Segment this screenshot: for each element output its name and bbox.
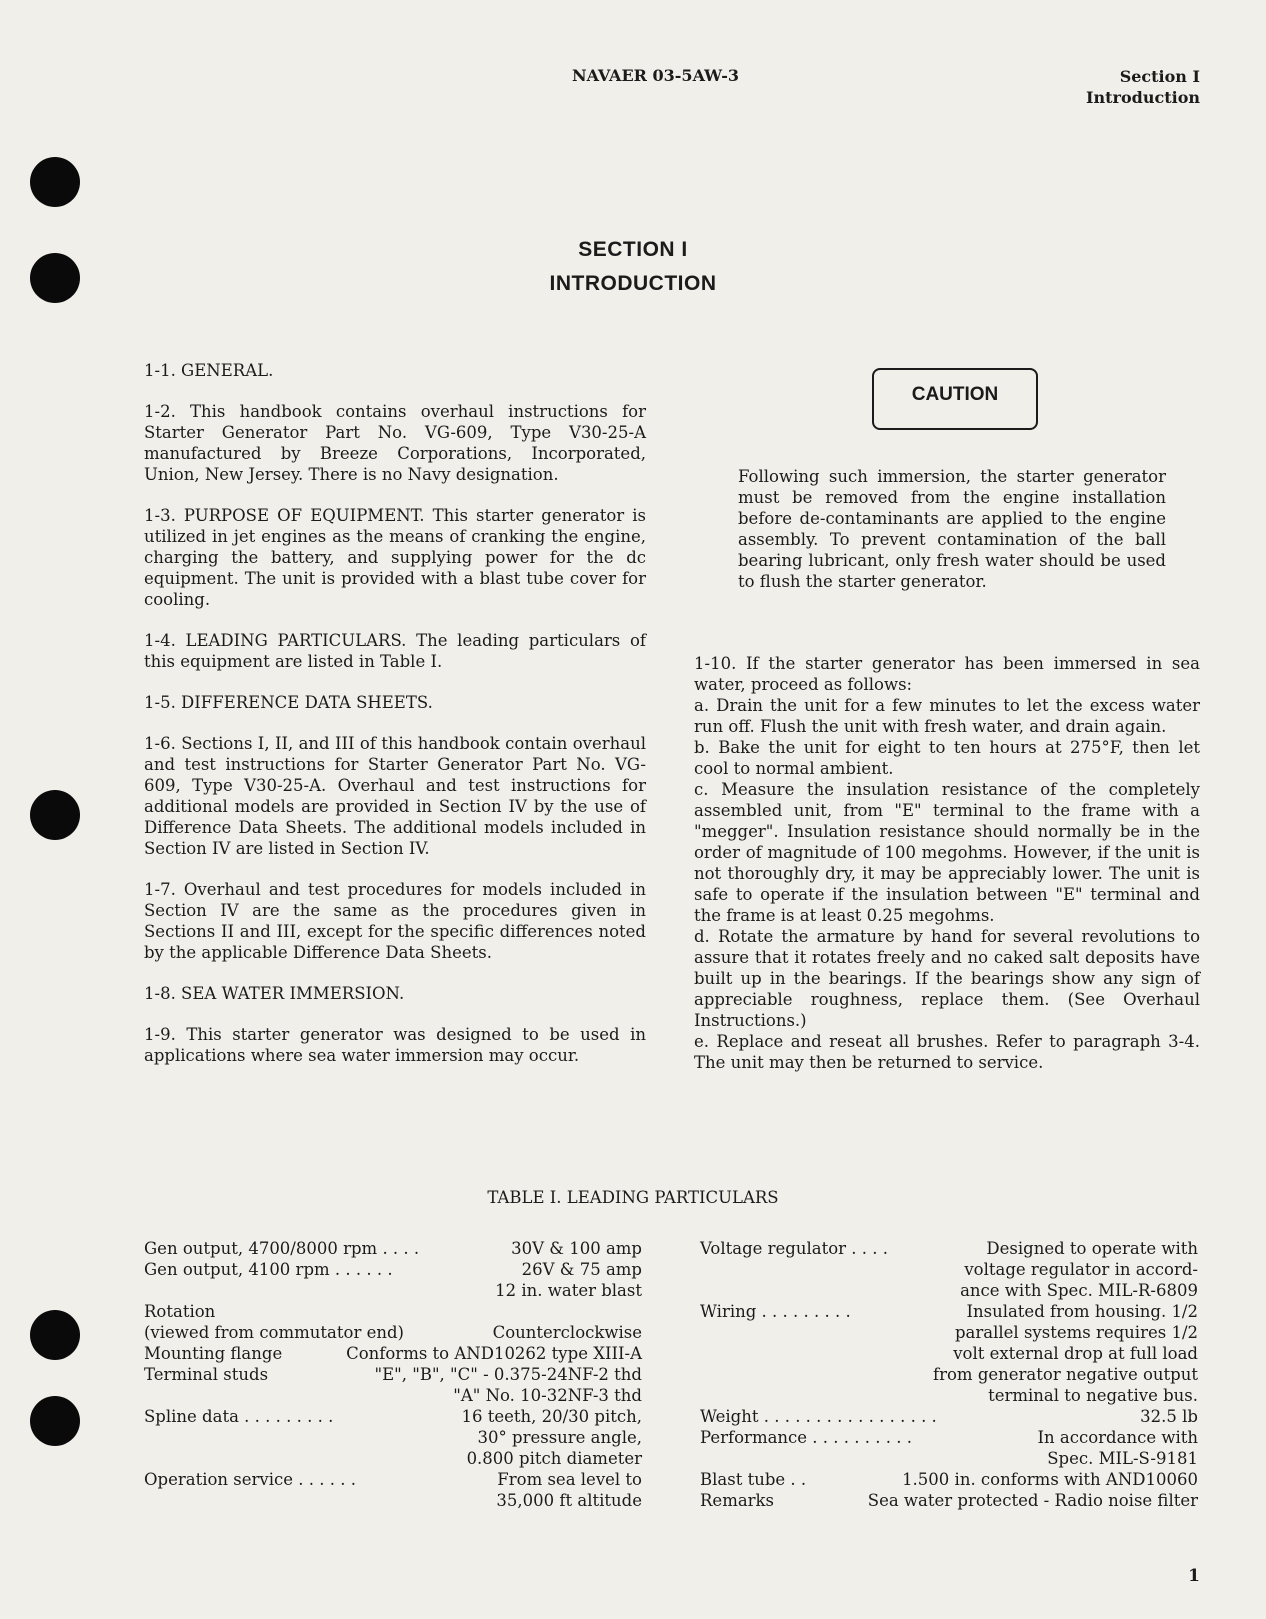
binder-hole <box>30 790 80 840</box>
table-label: Blast tube . . <box>700 1470 807 1489</box>
section-title: SECTION I <box>578 238 688 261</box>
table-row <box>144 1238 642 1259</box>
paragraph-1-2: 1-2. This handbook contains overhaul instructions for Starter Generator Part No. VG-609, Type V30-25-A manufactured by Breeze Corporations, Incorporated, Union, New Jersey. There is no Navy designation. <box>144 402 646 484</box>
table-value: voltage regulator in accord- <box>964 1260 1198 1279</box>
binder-hole <box>30 157 80 207</box>
section-label-line2: Introduction <box>1086 88 1200 107</box>
table-row <box>700 1490 1198 1511</box>
caution-text: Following such immersion, the starter generator must be removed from the engine installation before de-contaminants are applied to the engine assembly. To prevent contamination of the ball bearing lubricant, only fresh water should be used to flush the starter generator. <box>738 467 1166 591</box>
table-value: Conforms to AND10262 type XIII-A <box>346 1344 642 1363</box>
doc-number: NAVAER 03-5AW-3 <box>572 66 740 85</box>
table-row <box>144 1385 642 1406</box>
step-d: d. Rotate the armature by hand for several revolutions to assure that it rotates freely and no caked salt deposits have built up in the bearings. If the bearings show any sign of appreciable roughness, replace them. (See Overhaul Instructions.) <box>694 927 1200 1030</box>
paragraph-1-5: 1-5. DIFFERENCE DATA SHEETS. <box>144 693 433 712</box>
table-label: (viewed from commutator end) <box>144 1323 404 1342</box>
table-value: Insulated from housing. 1/2 <box>966 1302 1198 1321</box>
table-value: parallel systems requires 1/2 <box>954 1323 1198 1342</box>
paragraph-1-6: 1-6. Sections I, II, and III of this handbook contain overhaul and test instructions for Starter Generator Part No. VG-609, Type V30-25-A. Overhaul and test instructions for additional models are provided in Section IV by the use of Difference Data Sheets. The additional models included in Section IV are listed in Section IV. <box>144 734 646 858</box>
table-value: 35,000 ft altitude <box>496 1491 642 1510</box>
table-value: "E", "B", "C" - 0.375-24NF-2 thd <box>374 1365 642 1384</box>
table-row <box>144 1280 642 1301</box>
table-row <box>144 1469 642 1490</box>
table-row <box>700 1364 1198 1385</box>
table-value: volt external drop at full load <box>953 1344 1198 1363</box>
step-e: e. Replace and reseat all brushes. Refer to paragraph 3-4. The unit may then be returned to service. <box>694 1032 1200 1072</box>
table-row <box>700 1259 1198 1280</box>
table-value: Designed to operate with <box>986 1239 1198 1258</box>
paragraph-1-4: 1-4. LEADING PARTICULARS. The leading particulars of this equipment are listed in Table I. <box>144 631 646 671</box>
caution-box <box>872 368 1038 430</box>
table-value: In accordance with <box>1037 1428 1198 1447</box>
table-value: Spec. MIL-S-9181 <box>1047 1449 1198 1468</box>
table-row <box>700 1280 1198 1301</box>
table-label: Terminal studs <box>144 1365 269 1384</box>
table-value: from generator negative output <box>933 1365 1198 1384</box>
table-value: "A" No. 10-32NF-3 thd <box>453 1386 642 1405</box>
section-label-line1: Section I <box>1119 67 1200 86</box>
table-row <box>700 1322 1198 1343</box>
table-value: Sea water protected - Radio noise filter <box>867 1491 1198 1510</box>
table-row <box>700 1406 1198 1427</box>
table-row <box>144 1322 642 1343</box>
paragraph-1-3: 1-3. PURPOSE OF EQUIPMENT. This starter generator is utilized in jet engines as the means of cranking the engine, charging the battery, and supplying power for the dc equipment. The unit is provided with a blast tube cover for cooling. <box>144 506 646 609</box>
step-a: a. Drain the unit for a few minutes to let the excess water run off. Flush the unit with fresh water, and drain again. <box>694 696 1200 736</box>
table-value: 12 in. water blast <box>495 1281 642 1300</box>
binder-hole <box>30 1310 80 1360</box>
table-row <box>144 1490 642 1511</box>
section-subtitle: INTRODUCTION <box>549 272 717 295</box>
table-label: Gen output, 4100 rpm . . . . . . <box>144 1260 393 1279</box>
table-value: 30V & 100 amp <box>511 1239 642 1258</box>
table-label: Rotation <box>144 1302 216 1321</box>
table-row <box>144 1259 642 1280</box>
paragraph-1-9: 1-9. This starter generator was designed to be used in applications where sea water immersion may occur. <box>144 1025 646 1065</box>
table-value: From sea level to <box>497 1470 642 1489</box>
table-label: Gen output, 4700/8000 rpm . . . . <box>144 1239 420 1258</box>
table-row <box>144 1364 642 1385</box>
table-value: ance with Spec. MIL-R-6809 <box>960 1281 1198 1300</box>
paragraph-1-10: 1-10. If the starter generator has been immersed in sea water, proceed as follows: <box>694 654 1200 694</box>
table-value: 26V & 75 amp <box>521 1260 642 1279</box>
binder-hole <box>30 1396 80 1446</box>
table-row <box>144 1427 642 1448</box>
table-row <box>700 1427 1198 1448</box>
table-value: 16 teeth, 20/30 pitch, <box>461 1407 642 1426</box>
paragraph-1-1: 1-1. GENERAL. <box>144 361 274 380</box>
caution-label: CAUTION <box>911 384 999 405</box>
table-value: 0.800 pitch diameter <box>466 1449 642 1468</box>
step-b: b. Bake the unit for eight to ten hours at 275°F, then let cool to normal ambient. <box>694 738 1200 778</box>
table-row <box>700 1469 1198 1490</box>
table-label: Remarks <box>700 1491 775 1510</box>
section-label <box>1086 66 1200 108</box>
table-row <box>144 1448 642 1469</box>
table-label: Weight . . . . . . . . . . . . . . . . . <box>700 1407 937 1426</box>
table-row <box>144 1343 642 1364</box>
table-value: terminal to negative bus. <box>988 1386 1198 1405</box>
table-row <box>144 1406 642 1427</box>
table-row <box>700 1343 1198 1364</box>
table-value: 32.5 lb <box>1140 1407 1198 1426</box>
table-row <box>700 1448 1198 1469</box>
page-number: 1 <box>1188 1566 1200 1586</box>
table-row <box>700 1238 1198 1259</box>
table-row <box>144 1301 642 1322</box>
table-label: Mounting flange <box>144 1344 283 1363</box>
table-row <box>700 1385 1198 1406</box>
table-label: Operation service . . . . . . <box>144 1470 356 1489</box>
table-row <box>700 1301 1198 1322</box>
table-value: 30° pressure angle, <box>477 1428 642 1447</box>
paragraph-1-8: 1-8. SEA WATER IMMERSION. <box>144 984 405 1003</box>
table-value: Counterclockwise <box>492 1323 642 1342</box>
right-column <box>694 653 1200 1073</box>
table-title: TABLE I. LEADING PARTICULARS <box>487 1188 779 1207</box>
table-left-column <box>144 1238 642 1511</box>
table-label: Spline data . . . . . . . . . <box>144 1407 334 1426</box>
table-right-column <box>700 1238 1198 1511</box>
table-label: Performance . . . . . . . . . . <box>700 1428 912 1447</box>
left-column <box>144 360 646 1086</box>
step-c: c. Measure the insulation resistance of the completely assembled unit, from "E" terminal to the frame with a "megger". Insulation resistance should normally be in the order of magnitude of 100 megohms. However, if the unit is not thoroughly dry, it may be appreciably lower. The unit is safe to operate if the insulation between "E" terminal and the frame is at least 0.25 megohms. <box>694 780 1200 925</box>
table-label: Wiring . . . . . . . . . <box>700 1302 851 1321</box>
table-label: Voltage regulator . . . . <box>700 1239 889 1258</box>
table-value: 1.500 in. conforms with AND10060 <box>902 1470 1198 1489</box>
paragraph-1-7: 1-7. Overhaul and test procedures for models included in Section IV are the same as the procedures given in Sections II and III, except for the specific differences noted by the applicable Difference Data Sheets. <box>144 880 646 962</box>
